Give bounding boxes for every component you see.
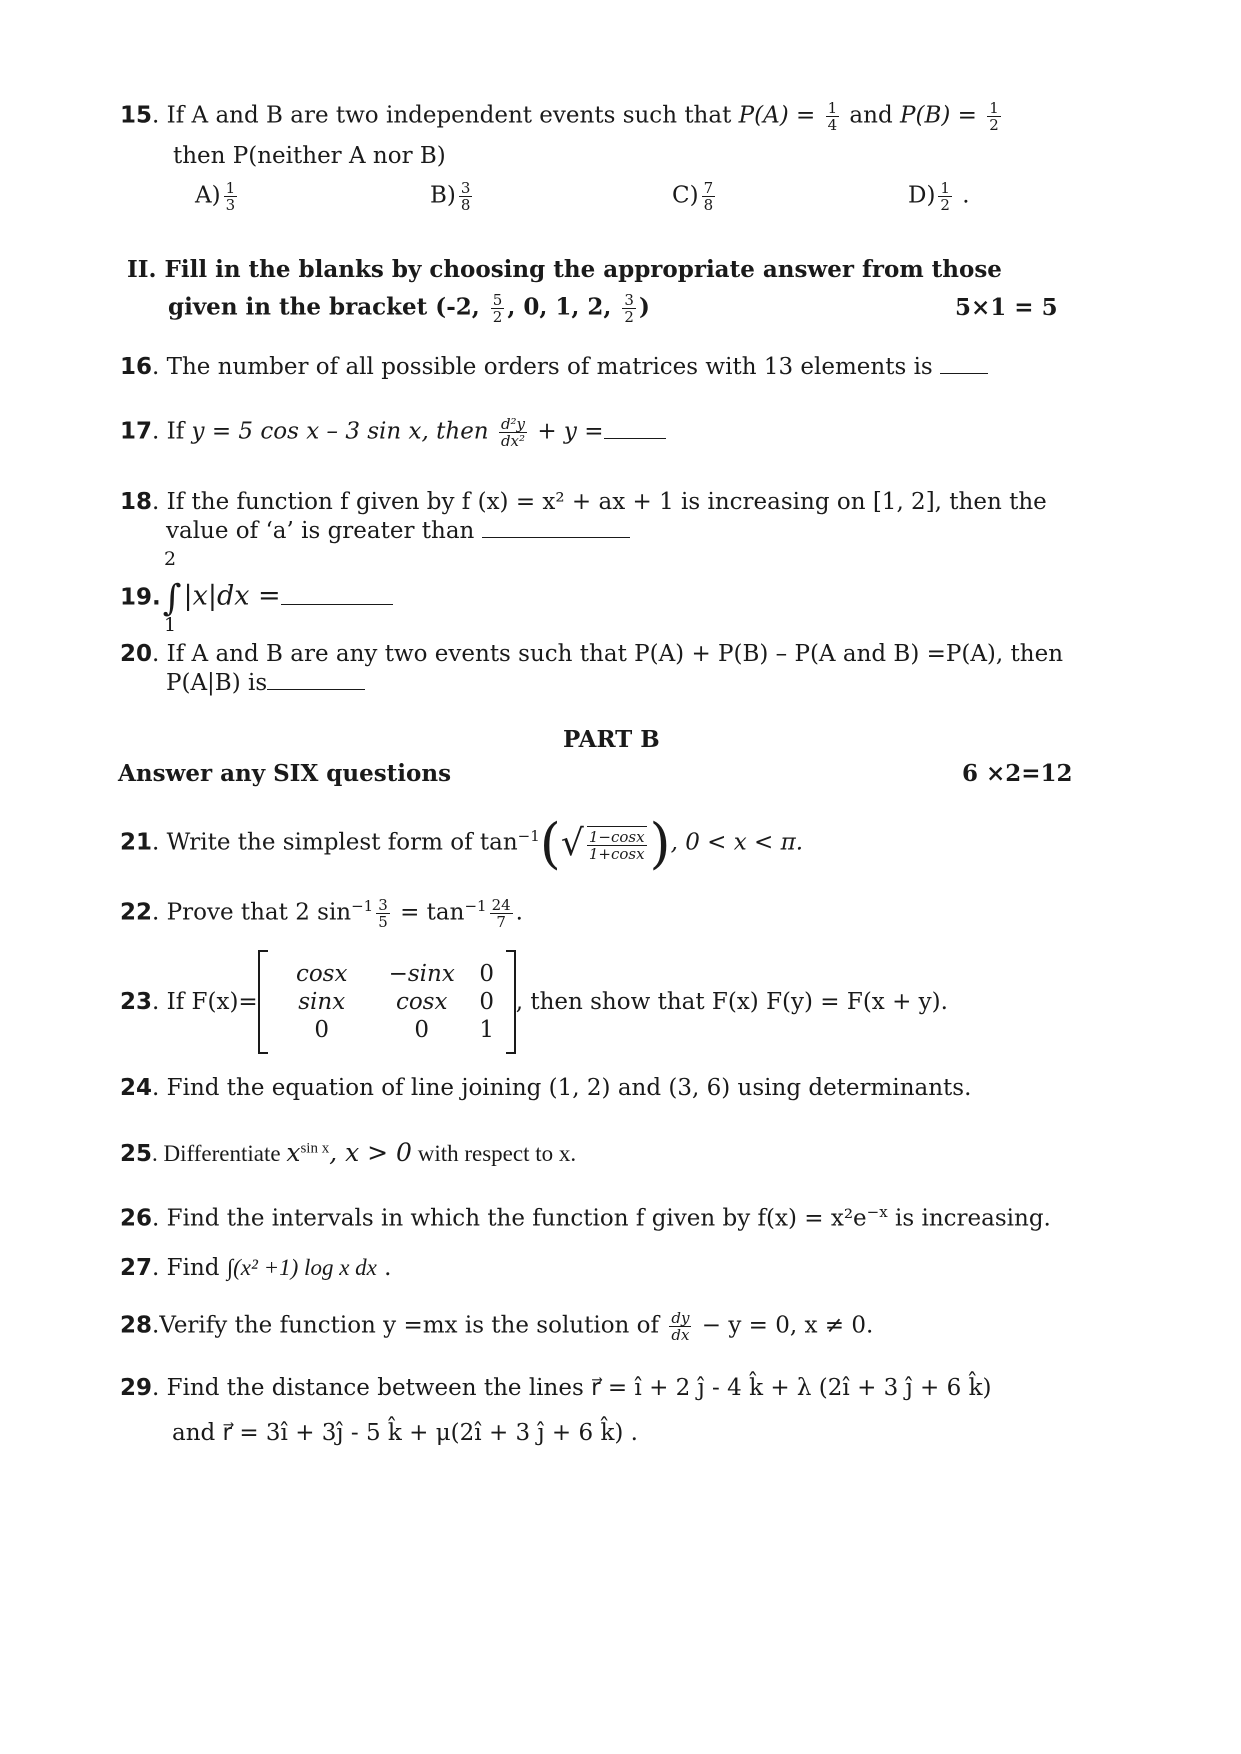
question-29 xyxy=(120,1375,991,1401)
question-15-line2: then P(neither A nor B) xyxy=(173,143,446,169)
superscript: −1 xyxy=(517,826,540,845)
question-number: 26 xyxy=(120,1205,153,1232)
fraction: $\frac{1}{4}$ xyxy=(827,99,838,134)
question-26 xyxy=(120,1203,1051,1232)
answer-blank xyxy=(267,688,365,690)
question-text: . Prove that 2 sin xyxy=(152,899,352,926)
question-text: . If A and B are two independent events such that xyxy=(152,102,739,129)
question-25 xyxy=(120,1138,576,1167)
superscript: −1 xyxy=(464,897,487,915)
question-number: 16 xyxy=(120,354,153,380)
option-c: C) $\frac{7}{8}$ xyxy=(672,179,714,214)
part-b-marks: 6 ×2=12 xyxy=(962,760,1073,787)
math-expression: + y = xyxy=(530,418,604,445)
math-pb: P(B) = xyxy=(900,102,985,129)
math-expression: − y = 0, x ≠ 0. xyxy=(694,1312,874,1339)
fraction: $\frac{3}{5}$ xyxy=(378,896,388,932)
question-number: 15 xyxy=(120,102,153,129)
question-text: . If A and B are any two events such that P(A) + P(B) – P(A and B) =P(A), then xyxy=(152,641,1064,667)
question-number: 29 xyxy=(120,1375,153,1401)
integral-lower-limit: 1 xyxy=(164,614,177,636)
question-16 xyxy=(120,354,988,380)
paren-open: ( xyxy=(539,812,561,875)
math-expression: |x|dx = xyxy=(183,580,281,612)
math-base: x xyxy=(286,1138,301,1167)
option-b: B) $\frac{3}{8}$ xyxy=(430,179,471,214)
question-text: .Verify the function y =mx is the solution of xyxy=(152,1312,667,1339)
question-number: 28 xyxy=(120,1312,153,1339)
question-20 xyxy=(120,641,1063,667)
question-text: . Find the equation of line joining (1, 2) and (3, 6) using determinants. xyxy=(152,1075,972,1101)
question-text: . Find the distance between the lines r⃗ = î + 2 ĵ - 4 k̂ + λ (2î + 3 ĵ + 6 k̂) xyxy=(152,1375,992,1401)
question-number: 22 xyxy=(120,899,153,926)
question-number: 17 xyxy=(120,418,153,445)
fraction: $\frac{1-\cos x}{1+\cos x}$ xyxy=(588,827,645,863)
math-expression: ∫(x² +1) log x dx xyxy=(226,1255,377,1280)
answer-blank xyxy=(482,536,630,538)
question-number: 23 xyxy=(120,989,153,1015)
question-number: 18 xyxy=(120,489,153,515)
question-text: with respect to x. xyxy=(411,1141,577,1166)
math-expression: y = 5 cos x – 3 sin x, then xyxy=(191,418,496,445)
question-21 xyxy=(120,812,803,875)
math-condition: , x > 0 xyxy=(329,1138,412,1167)
option-d: D) $\frac{1}{2}$ . xyxy=(908,179,970,214)
integral-sign: ∫ xyxy=(162,578,182,619)
answer-blank xyxy=(940,372,988,374)
question-text: . If F(x)= xyxy=(152,989,258,1015)
question-number: 25 xyxy=(120,1141,153,1167)
question-24 xyxy=(120,1075,971,1101)
part-b-instructions: Answer any SIX questions xyxy=(118,760,452,787)
matrix: cosx −sinx 0 sinx cosx 0 0 0 1 xyxy=(295,961,495,1043)
fraction: $\frac{1}{2}$ xyxy=(989,99,999,134)
question-number: 20 xyxy=(120,641,153,667)
fraction: $\frac{24}{7}$ xyxy=(491,896,511,932)
question-text: . If the function f given by f (x) = x² + ax + 1 is increasing on [1, 2], then the xyxy=(152,489,1047,515)
fraction: $\frac{dy}{dx}$ xyxy=(671,1309,690,1344)
question-text: . If xyxy=(152,418,192,445)
question-text: is increasing. xyxy=(887,1205,1051,1232)
superscript: −x xyxy=(866,1203,888,1221)
superscript: sin x xyxy=(300,1140,330,1157)
matrix-bracket-left xyxy=(258,950,268,1054)
question-text: . Find the intervals in which the function f given by f(x) = x²e xyxy=(152,1205,867,1232)
math-pa: P(A) = xyxy=(738,102,823,129)
section-2-bracket: given in the bracket (-2, $\frac{5}{2}$ , 0, 1, 2, $\frac{3}{2}$ ) xyxy=(168,291,650,326)
question-27 xyxy=(120,1255,392,1281)
question-19: 19.∫|x|dx = xyxy=(120,578,393,619)
question-28 xyxy=(120,1310,873,1343)
question-17 xyxy=(120,416,666,449)
answer-blank xyxy=(604,437,666,439)
fraction: $\frac{\text{d²y}}{\text{dx²}}$ xyxy=(500,415,526,450)
question-text: . Differentiate xyxy=(152,1141,287,1166)
question-18 xyxy=(120,489,1047,515)
punctuation: . xyxy=(376,1255,392,1281)
paren-close: ) xyxy=(649,812,671,875)
question-18-line2: value of ‘a’ is greater than xyxy=(166,518,630,544)
superscript: −1 xyxy=(351,897,374,915)
section-2-heading: II. Fill in the blanks by choosing the appropriate answer from those xyxy=(127,256,1002,283)
part-b-title: PART B xyxy=(563,726,660,753)
question-text: . The number of all possible orders of matrices with 13 elements is xyxy=(152,354,941,380)
question-15 xyxy=(120,100,1004,133)
question-22 xyxy=(120,897,523,930)
question-text: . Find xyxy=(152,1255,227,1281)
question-29-line2: and r⃗ = 3î + 3ĵ - 5 k̂ + μ(2î + 3 ĵ + 6 k̂) . xyxy=(172,1420,638,1446)
question-number: 24 xyxy=(120,1075,153,1101)
question-text: . Write the simplest form of tan xyxy=(152,829,518,856)
sqrt-sign: √ xyxy=(560,823,584,864)
question-text: , then show that F(x) F(y) = F(x + y). xyxy=(515,989,948,1015)
matrix-bracket-right xyxy=(506,950,516,1054)
question-number: 21 xyxy=(120,829,153,856)
and-text: and xyxy=(842,102,900,129)
option-a: A) $\frac{1}{3}$ xyxy=(195,179,236,214)
math-expression: , 0 < x < π. xyxy=(670,829,804,856)
punctuation: . xyxy=(515,899,523,926)
section-2-marks: 5×1 = 5 xyxy=(955,294,1058,321)
math-expression: = tan xyxy=(392,899,465,926)
question-number: 27 xyxy=(120,1255,153,1281)
question-20-line2: P(A|B) is xyxy=(166,670,365,696)
answer-blank xyxy=(281,603,393,605)
integral-upper-limit: 2 xyxy=(164,548,177,570)
question-number: 19 xyxy=(120,584,153,611)
question-23 xyxy=(120,950,948,1054)
